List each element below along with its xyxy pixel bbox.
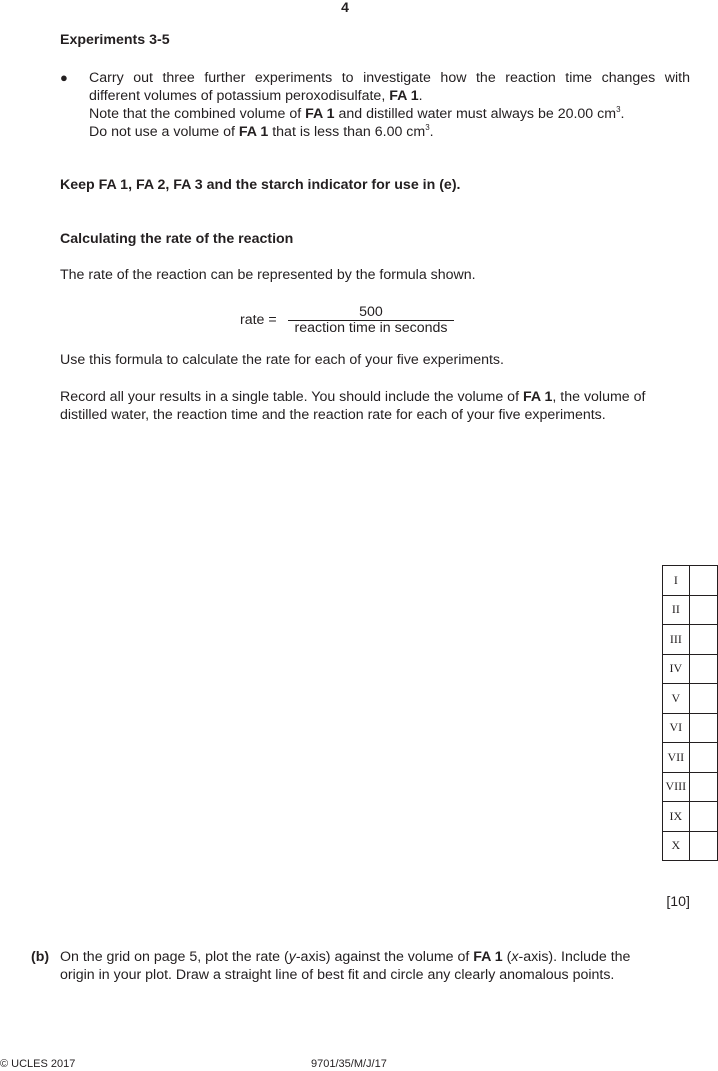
mark-grid-box xyxy=(689,684,717,714)
fa1-bold: FA 1 xyxy=(522,389,553,405)
italic-var: x xyxy=(511,949,519,965)
rate-intro: The rate of the reaction can be represented by the formula shown. xyxy=(60,267,476,283)
mark-grid-row xyxy=(663,595,718,625)
mark-grid-label: VI xyxy=(663,713,690,743)
part-b-label: (b) xyxy=(31,949,50,965)
mark-grid-label: III xyxy=(663,625,690,655)
text-segment: different volumes of potassium peroxodisulfate, xyxy=(89,88,390,104)
mark-grid-box xyxy=(689,625,717,655)
mark-grid-row xyxy=(663,831,718,861)
mark-grid-row xyxy=(663,713,718,743)
superscript: 3 xyxy=(425,123,430,132)
mark-grid-label: V xyxy=(663,684,690,714)
text-segment: Do not use a volume of xyxy=(89,124,239,140)
mark-grid-box xyxy=(689,713,717,743)
mark-grid-row xyxy=(663,772,718,802)
mark-grid-label: X xyxy=(663,831,690,861)
mark-grid xyxy=(662,565,718,861)
text-segment: Note that the combined volume of xyxy=(89,106,306,122)
record-line-1 xyxy=(60,389,645,405)
mark-grid-box xyxy=(689,654,717,684)
experiments-line-1: Carry out three further experiments to investigate how the reaction time changes with xyxy=(89,70,690,86)
fa1-bold: FA 1 xyxy=(473,949,503,965)
mark-grid-row xyxy=(663,625,718,655)
mark-grid-box xyxy=(689,802,717,832)
text-segment: that is less than 6.00 cm xyxy=(268,124,426,140)
text-segment: -axis). Include the xyxy=(518,949,631,965)
mark-grid-box xyxy=(689,566,717,596)
fa1-bold: FA 1 xyxy=(238,124,269,140)
fa1-bold: FA 1 xyxy=(389,88,419,104)
mark-grid-label: I xyxy=(663,566,690,596)
fa1-bold: FA 1 xyxy=(305,106,335,122)
formula-numerator: 500 xyxy=(359,304,383,320)
mark-grid-label: II xyxy=(663,595,690,625)
mark-grid-box xyxy=(689,772,717,802)
mark-grid-box xyxy=(689,831,717,861)
mark-grid-box xyxy=(689,595,717,625)
record-line-2: distilled water, the reaction time and the reaction rate for each of your five experiments. xyxy=(60,407,606,423)
mark-grid-row xyxy=(663,566,718,596)
text-segment: On the grid on page 5, plot the rate ( xyxy=(60,949,289,965)
formula-denominator: reaction time in seconds xyxy=(294,320,448,336)
mark-grid-row xyxy=(663,802,718,832)
experiments-heading: Experiments 3-5 xyxy=(60,32,170,48)
part-b-line-1 xyxy=(60,949,630,965)
experiments-line-4 xyxy=(89,123,434,140)
text-segment: Record all your results in a single table. You should include the volume of xyxy=(60,389,523,405)
superscript: 3 xyxy=(616,105,621,114)
footer-copyright: © UCLES 2017 xyxy=(0,1058,76,1070)
use-formula-text: Use this formula to calculate the rate for each of your five experiments. xyxy=(60,352,504,368)
bullet-icon: ● xyxy=(60,70,68,85)
experiments-line-2 xyxy=(89,88,423,104)
keep-note: Keep FA 1, FA 2, FA 3 and the starch indicator for use in (e). xyxy=(60,177,461,193)
mark-grid-row xyxy=(663,654,718,684)
marks-total: [10] xyxy=(666,894,690,910)
italic-var: y xyxy=(288,949,296,965)
text-segment: ( xyxy=(502,949,512,965)
mark-grid-box xyxy=(689,743,717,773)
mark-grid-label: VII xyxy=(663,743,690,773)
mark-grid-label: IV xyxy=(663,654,690,684)
text-segment: . xyxy=(429,124,434,140)
mark-grid-label: IX xyxy=(663,802,690,832)
text-segment: . xyxy=(418,88,423,104)
text-segment: . xyxy=(620,106,625,122)
mark-grid-row xyxy=(663,743,718,773)
footer-code: 9701/35/M/J/17 xyxy=(311,1058,387,1070)
experiments-line-3 xyxy=(89,105,624,122)
formula-label: rate = xyxy=(240,312,277,328)
mark-grid-label: VIII xyxy=(663,772,690,802)
mark-grid-row xyxy=(663,684,718,714)
part-b-line-2: origin in your plot. Draw a straight line of best fit and circle any clearly anomalous points. xyxy=(60,967,615,983)
text-segment: , the volume of xyxy=(552,389,646,405)
page-number: 4 xyxy=(341,0,349,15)
rate-section-heading: Calculating the rate of the reaction xyxy=(60,231,294,247)
text-segment: -axis) against the volume of xyxy=(295,949,474,965)
text-segment: and distilled water must always be 20.00 cm xyxy=(334,106,617,122)
